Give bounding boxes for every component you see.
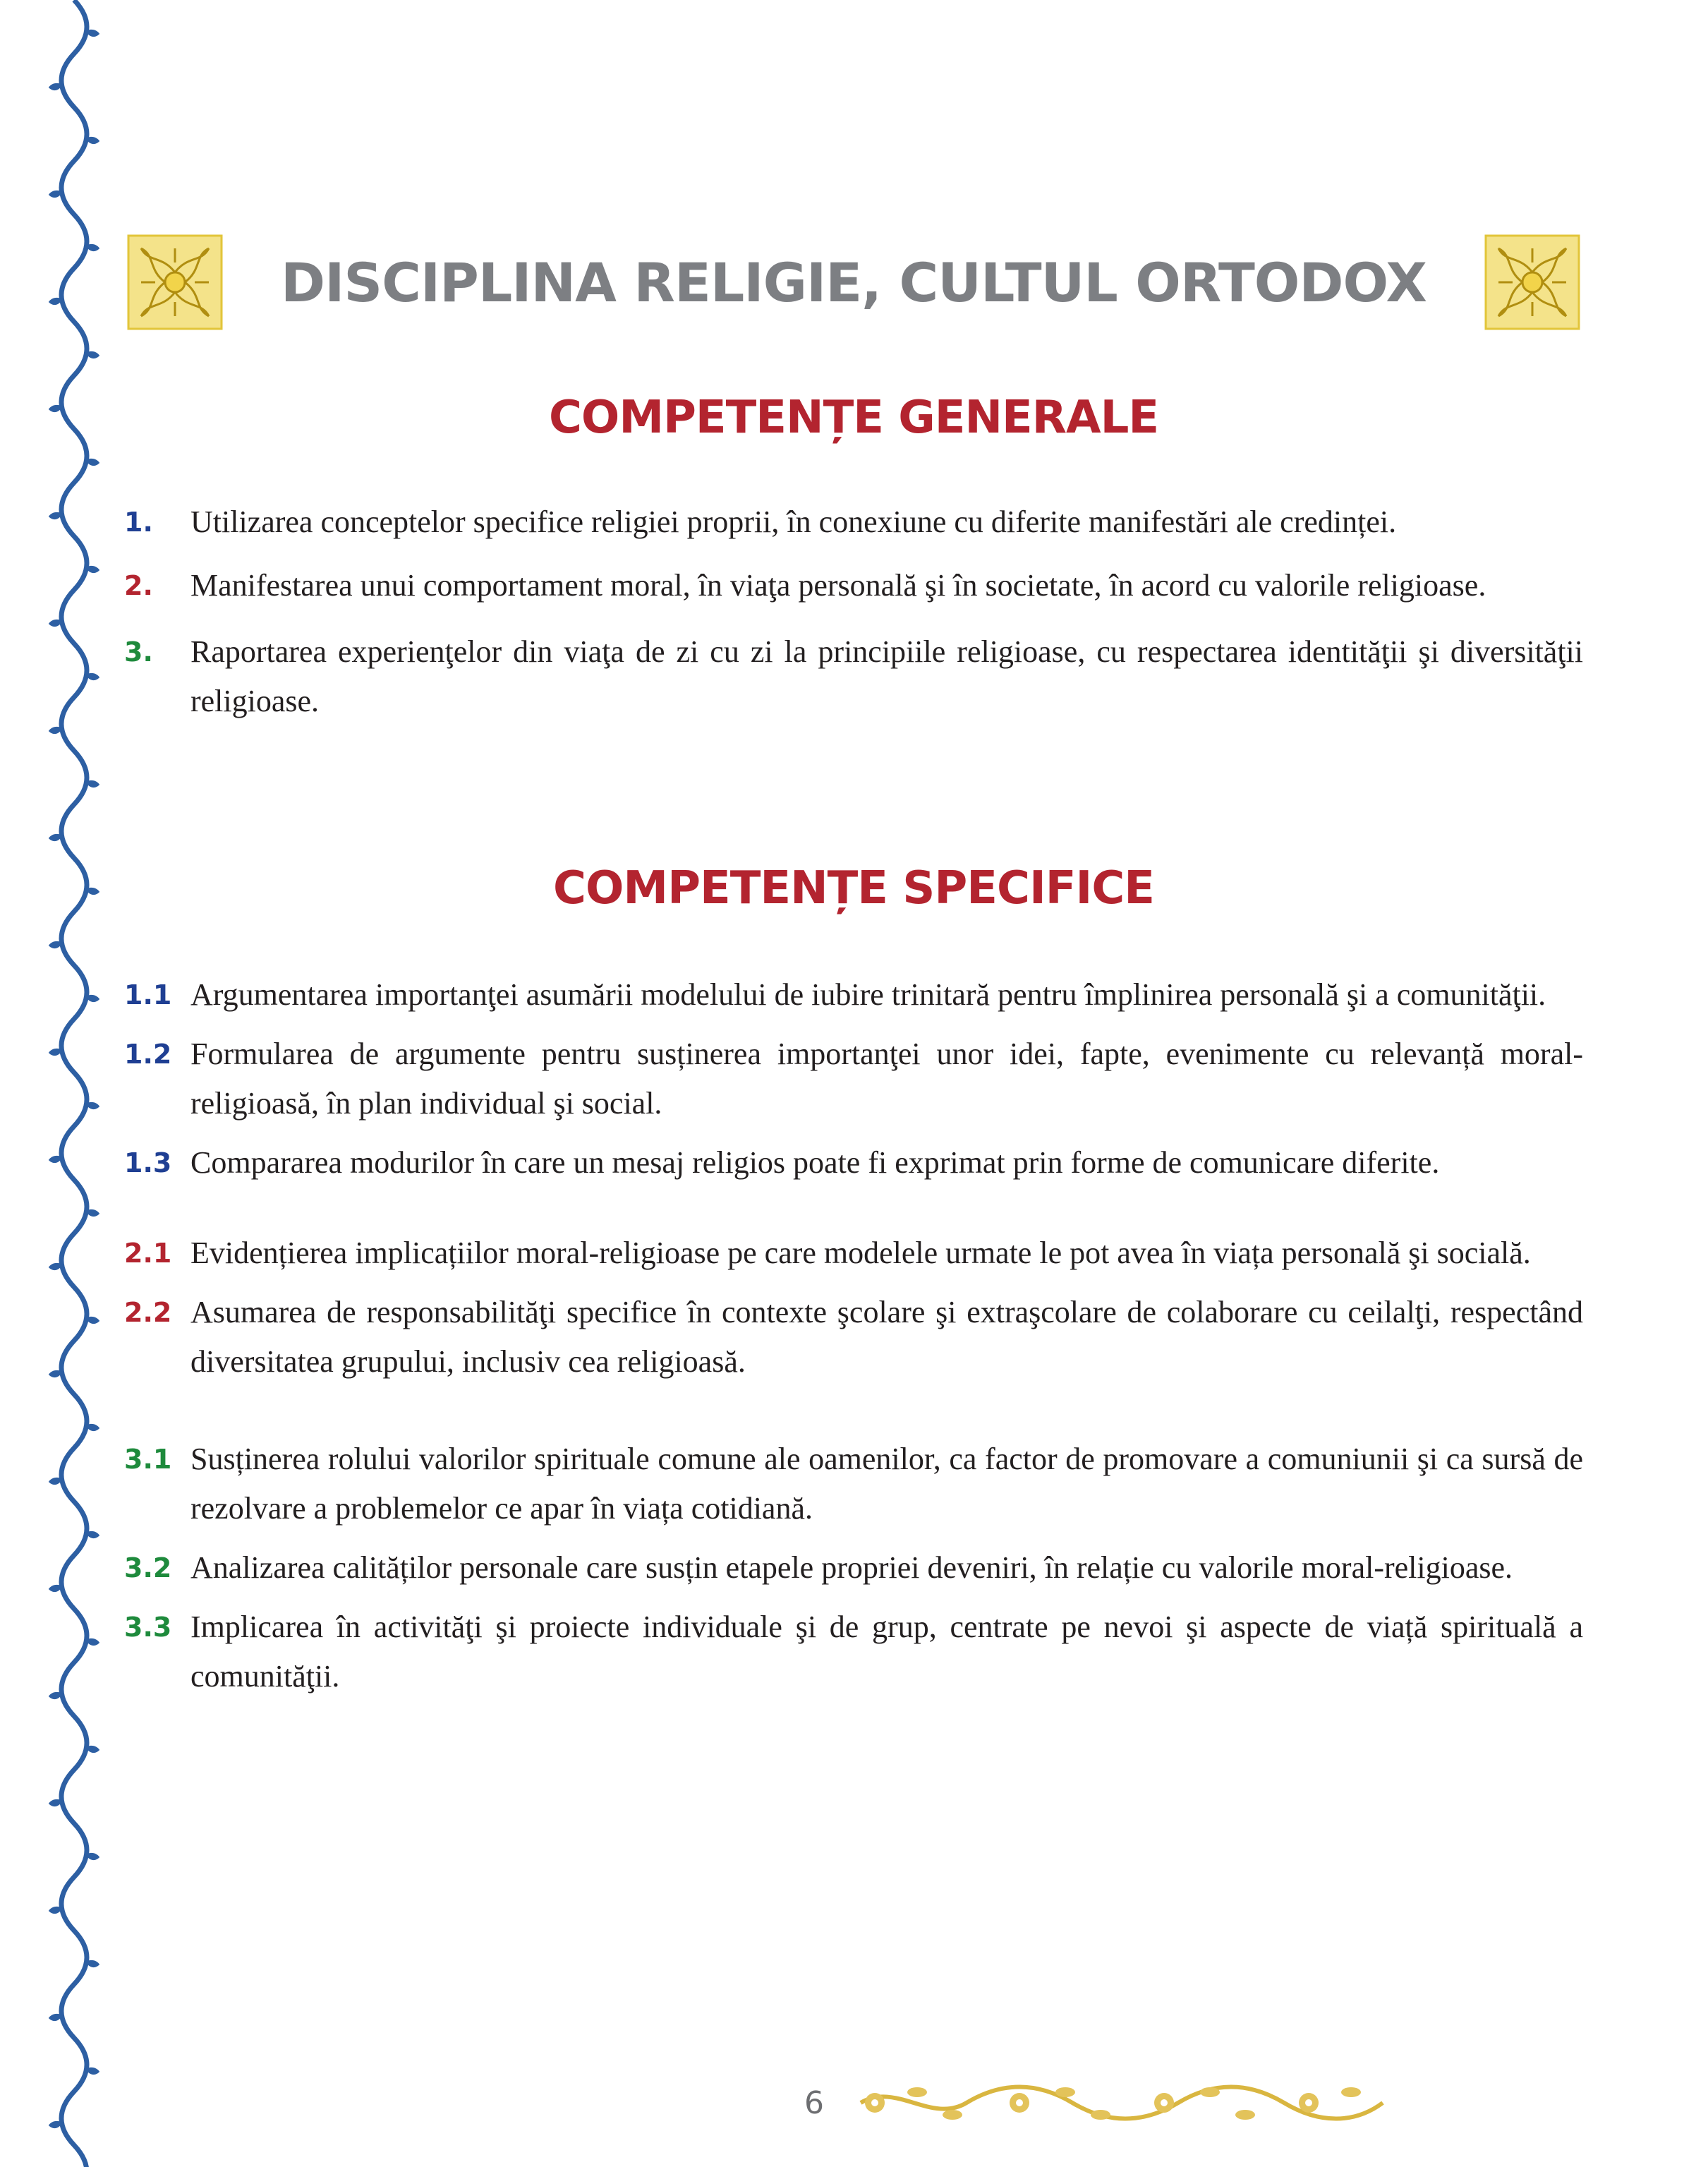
gold-ornament-left-icon [127, 234, 223, 330]
item-text: Raportarea experienţelor din viaţa de zi cu zi la principiile religioase, cu respectarea identităţii şi diversităţii religioase. [190, 634, 1583, 718]
document-title: DISCIPLINA RELIGIE, CULTUL ORTODOX [280, 250, 1427, 314]
item-text: Analizarea calităților personale care susțin etapele propriei deveniri, în relație cu valorile moral-religioase. [190, 1550, 1513, 1585]
item-number: 1. [124, 507, 153, 538]
list-item [124, 1602, 1583, 1701]
gold-ornament-right-icon [1484, 234, 1580, 330]
item-text: Evidențierea implicațiilor moral-religioase pe care modelele urmate le pot avea în viața personală şi socială. [190, 1236, 1531, 1270]
item-number: 2.2 [124, 1297, 172, 1328]
item-number: 3.2 [124, 1552, 172, 1583]
list-item [124, 561, 1583, 610]
list-item [124, 1288, 1583, 1387]
page-footer [804, 2075, 1397, 2131]
list-item [124, 1435, 1583, 1533]
item-number: 3. [124, 636, 153, 668]
item-text: Compararea modurilor în care un mesaj religios poate fi exprimat prin forme de comunicare diferite. [190, 1145, 1440, 1180]
border-vine-ornament [42, 0, 106, 2167]
page-number: 6 [804, 2084, 824, 2121]
title-row [127, 233, 1580, 332]
item-text: Asumarea de responsabilităţi specifice în contexte şcolare şi extraşcolare de colaborare cu ceilalţi, respectând diversitatea grupului, inclusiv cea religioasă. [190, 1295, 1583, 1379]
item-number: 1.3 [124, 1147, 172, 1178]
item-text: Utilizarea conceptelor specifice religiei proprii, în conexiune cu diferite manifestări ale credinței. [190, 505, 1397, 539]
item-text: Susținerea rolului valorilor spirituale comune ale oamenilor, ca factor de promovare a comuniunii şi ca sursă de rezolvare a problemelor ce apar în viața cotidiană. [190, 1442, 1583, 1526]
specific-competences-heading: COMPETENȚE SPECIFICE [553, 862, 1154, 915]
item-number: 2.1 [124, 1238, 172, 1269]
item-text: Implicarea în activităţi şi proiecte individuale şi de grup, centrate pe nevoi şi aspecte de viață spirituală a comunităţii. [190, 1610, 1583, 1694]
list-item [124, 1543, 1583, 1593]
list-item [124, 1138, 1583, 1188]
item-number: 2. [124, 570, 153, 601]
list-item [124, 1030, 1583, 1128]
specific-competences-list [124, 970, 1583, 1701]
item-text: Manifestarea unui comportament moral, în viaţa personală şi în societate, în acord cu valorile religioase. [190, 568, 1486, 603]
item-number: 3.3 [124, 1612, 172, 1643]
item-number: 3.1 [124, 1444, 172, 1475]
item-number: 1.1 [124, 979, 172, 1010]
footer-ornament-icon [854, 2078, 1390, 2127]
list-item [124, 970, 1583, 1020]
list-item [124, 1229, 1583, 1278]
list-item [124, 497, 1583, 547]
item-text: Argumentarea importanţei asumării modelului de iubire trinitară pentru împlinirea personală şi a comunităţii. [190, 977, 1546, 1012]
item-number: 1.2 [124, 1039, 172, 1070]
general-competences-heading: COMPETENȚE GENERALE [548, 392, 1159, 444]
list-item [124, 627, 1583, 726]
general-competences-list [124, 497, 1583, 726]
item-text: Formularea de argumente pentru susținerea importanţei unor idei, fapte, evenimente cu relevanță moral-religioasă, în plan individual şi social. [190, 1037, 1583, 1121]
